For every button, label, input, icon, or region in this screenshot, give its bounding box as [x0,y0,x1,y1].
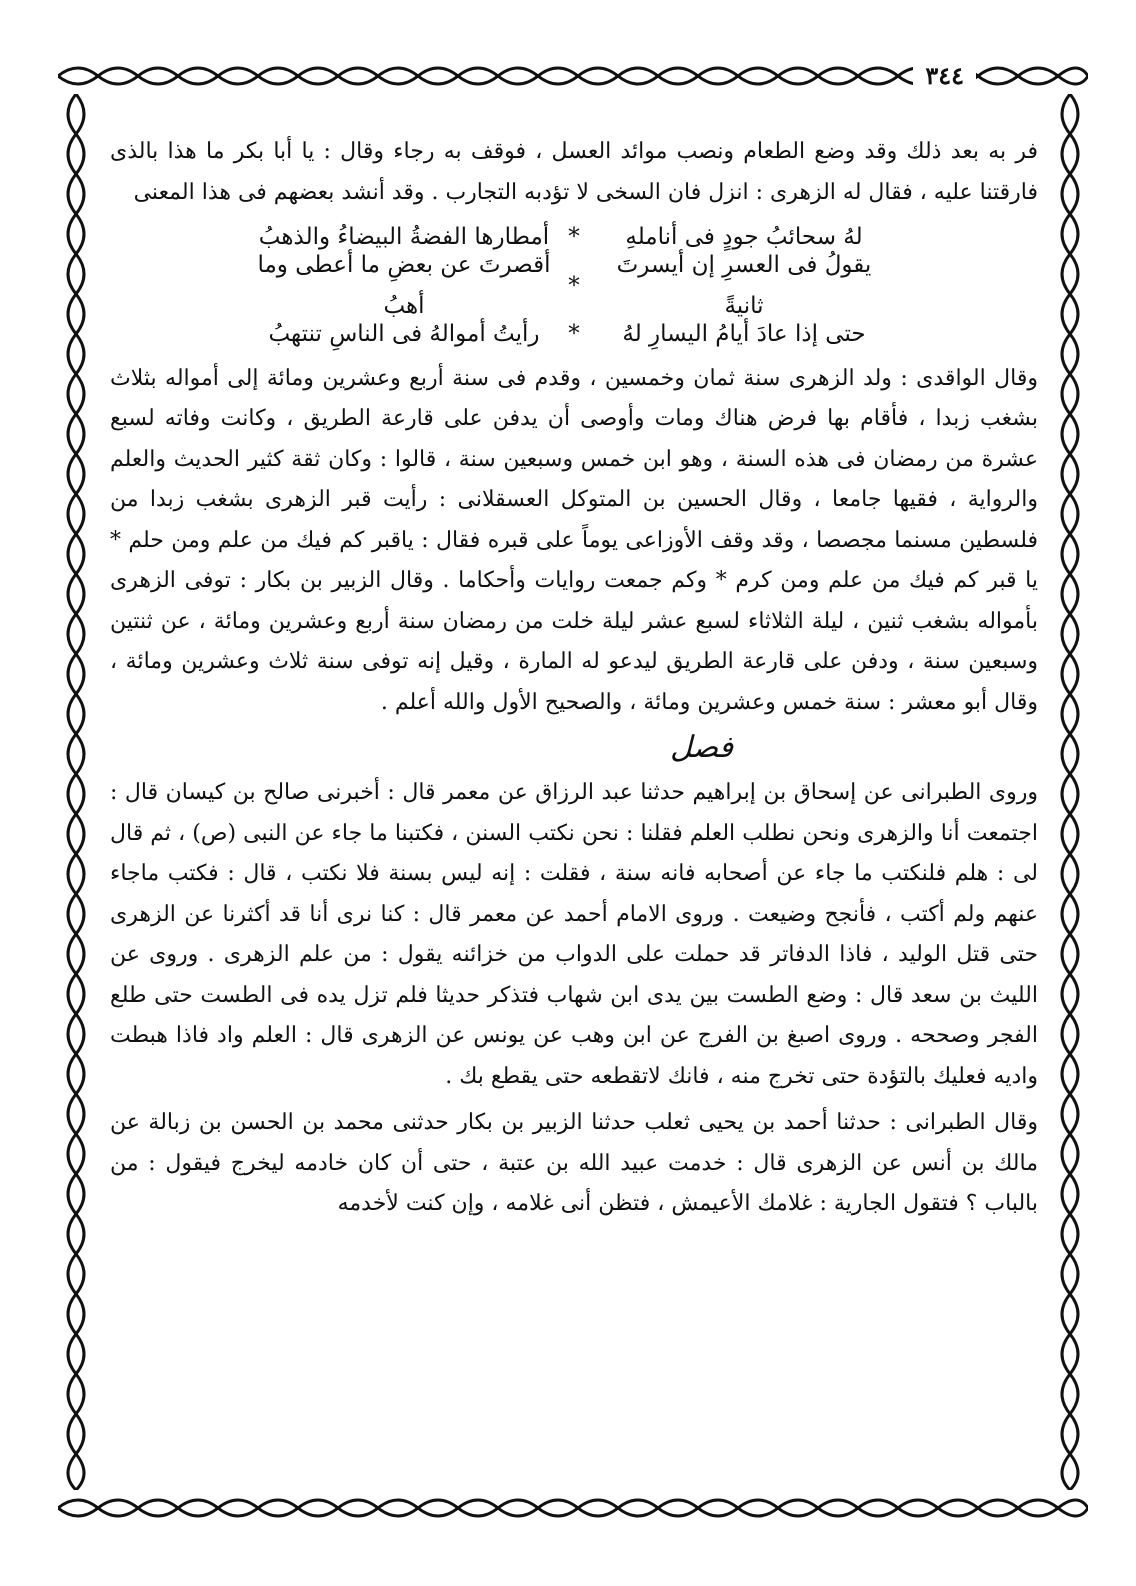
paragraph-4: وقال الطبرانى : حدثنا أحمد بن يحيى ثعلب حدثنا الزبير بن بكار حدثنى محمد بن الحسن بن زبالة عن مالك بن أنس عن الزهرى قال : خدمت عبيد الله بن عتبة ، حتى أن كان خادمه ليخرج فيقول : من بالباب ؟ فتقول الجارية : غلامك الأعيمش ، فتظن أنى غلامه ، وإن كنت لأخدمه [110,1110,1038,1216]
paragraph-2: وقال الواقدى : ولد الزهرى سنة ثمان وخمسين ، وقدم فى سنة أربع وعشرين ومائة إلى أمواله بثلاث بشغب زبدا ، فأقام بها فرض هناك ومات وأوصى أن يدفن على قارعة الطريق ، وكانت وفاته لسبع عشرة من رمضان فى هذه السنة ، وهو ابن خمس وسبعين سنة ، قالوا : وكان ثقة كثير الحديث والعلم والرواية ، فقيها جامعا ، وقال الحسين بن المتوكل العسقلانى : رأيت قبر الزهرى بشغب زبدا من فلسطين مسنما مجصصا ، وقد وقف الأوزاعى يوماً على قبره فقال : ياقبر كم فيك من علم ومن حلم * يا قبر كم فيك من علم ومن كرم * وكم جمعت روايات وأحكاما . وقال الزبير بن بكار : توفى الزهرى بأمواله بشغب ثنين ، ليلة الثلاثاء لسبع عشر ليلة خلت من رمضان سنة أربع وعشرين ومائة ، عن ثنتين وسبعين سنة ، ودفن على قارعة الطريق ليدعو له المارة ، وقيل إنه توفى سنة ثلاث وعشرين ومائة ، وقال أبو معشر : سنة خمس وعشرين ومائة ، والصحيح الأول والله أعلم . [110,365,1038,715]
verse-1-second-hemistich: أمطارها الفضةُ البيضاءُ والذهبُ [258,224,550,250]
verse-line-2 [110,252,1038,319]
verse-separator: * [568,224,580,250]
verse-2-first-hemistich: يقولُ فى العسرِ إن أيسرتَ ثانيةً [616,252,872,319]
verse-3-second-hemistich: رأيتُ أموالهُ فى الناسِ تنتهبُ [268,321,540,347]
verse-line-3 [110,310,1038,359]
page-number: ٣٤٤ [913,58,976,94]
verse-separator: * [568,321,580,347]
ornamental-border-bottom [58,1490,1088,1526]
verse-3-first-hemistich: حتى إذا عادَ أيامُ اليسارِ لهُ [622,321,866,347]
verse-2-second-hemistich: أقصرتَ عن بعضِ ما أعطى وما أهبُ [257,252,551,319]
verse-line-1 [110,213,1038,262]
section-heading: فصل [670,730,734,765]
main-text [110,132,1038,1225]
verse-1-first-hemistich: لهُ سحائبُ جودٍ فى أناملهِ [625,224,863,250]
paragraph-1: فر به بعد ذلك وقد وضع الطعام ونصب موائد العسل ، فوقف به رجاء وقال : يا أبا بكر ما هذا بالذى فارقتنا عليه ، فقال له الزهرى : انزل فان السخى لا تؤدبه التجارب . وقد أنشد بعضهم فى هذا المعنى [110,139,1038,205]
poem [110,213,1038,359]
paragraph-3: وروى الطبرانى عن إسحاق بن إبراهيم حدثنا عبد الرزاق عن معمر قال : أخبرنى صالح بن كيسان قال : اجتمعت أنا والزهرى ونحن نطلب العلم فقلنا : نحن نكتب السنن ، فكتبنا ما جاء عن النبى (ص) ، ثم قال لى : هلم فلنكتب ما جاء عن أصحابه فانه سنة ، فقلت : إنه ليس بسنة فلا نكتب ، قال : فكتب ماجاء عنهم ولم أكتب ، فأنجح وضيعت . وروى الامام أحمد عن معمر قال : كنا نرى أنا قد أكثرنا عن الزهرى حتى قتل الوليد ، فاذا الدفاتر قد حملت على الدواب من خزائنه يقول : من علم الزهرى . وروى عن الليث بن سعد قال : وضع الطست بين يدى ابن شهاب فتذكر حديثا فلم تزل يده فى الطست حتى طلع الفجر وصححه . وروى اصبغ بن الفرج عن ابن وهب عن يونس عن الزهرى قال : العلم واد فاذا هبطت واديه فعليك بالتؤدة حتى تخرج منه ، فانك لاتقطعه حتى يقطع بك . [110,780,1038,1089]
ornamental-border-left [58,94,94,1490]
ornamental-border-right [1052,94,1088,1490]
verse-separator: * [568,272,580,299]
